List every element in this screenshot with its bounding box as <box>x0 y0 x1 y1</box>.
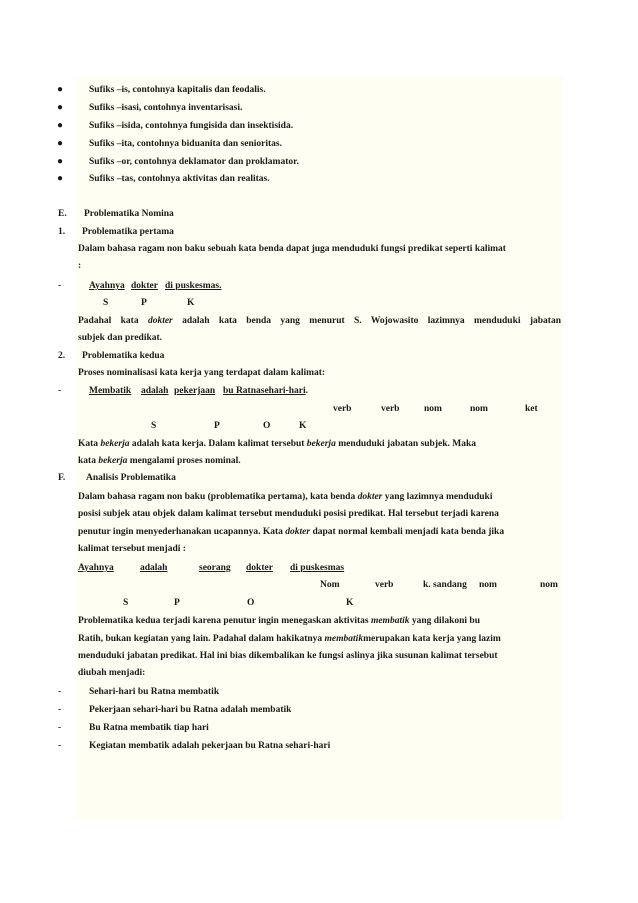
bullet-icon: ● <box>57 173 64 184</box>
bullet-icon: ● <box>57 120 64 131</box>
bullet-icon: ● <box>57 84 64 95</box>
bullet-icon: ● <box>57 156 64 167</box>
bullet-icon: ● <box>57 138 64 149</box>
bullet-icon: ● <box>57 102 64 113</box>
